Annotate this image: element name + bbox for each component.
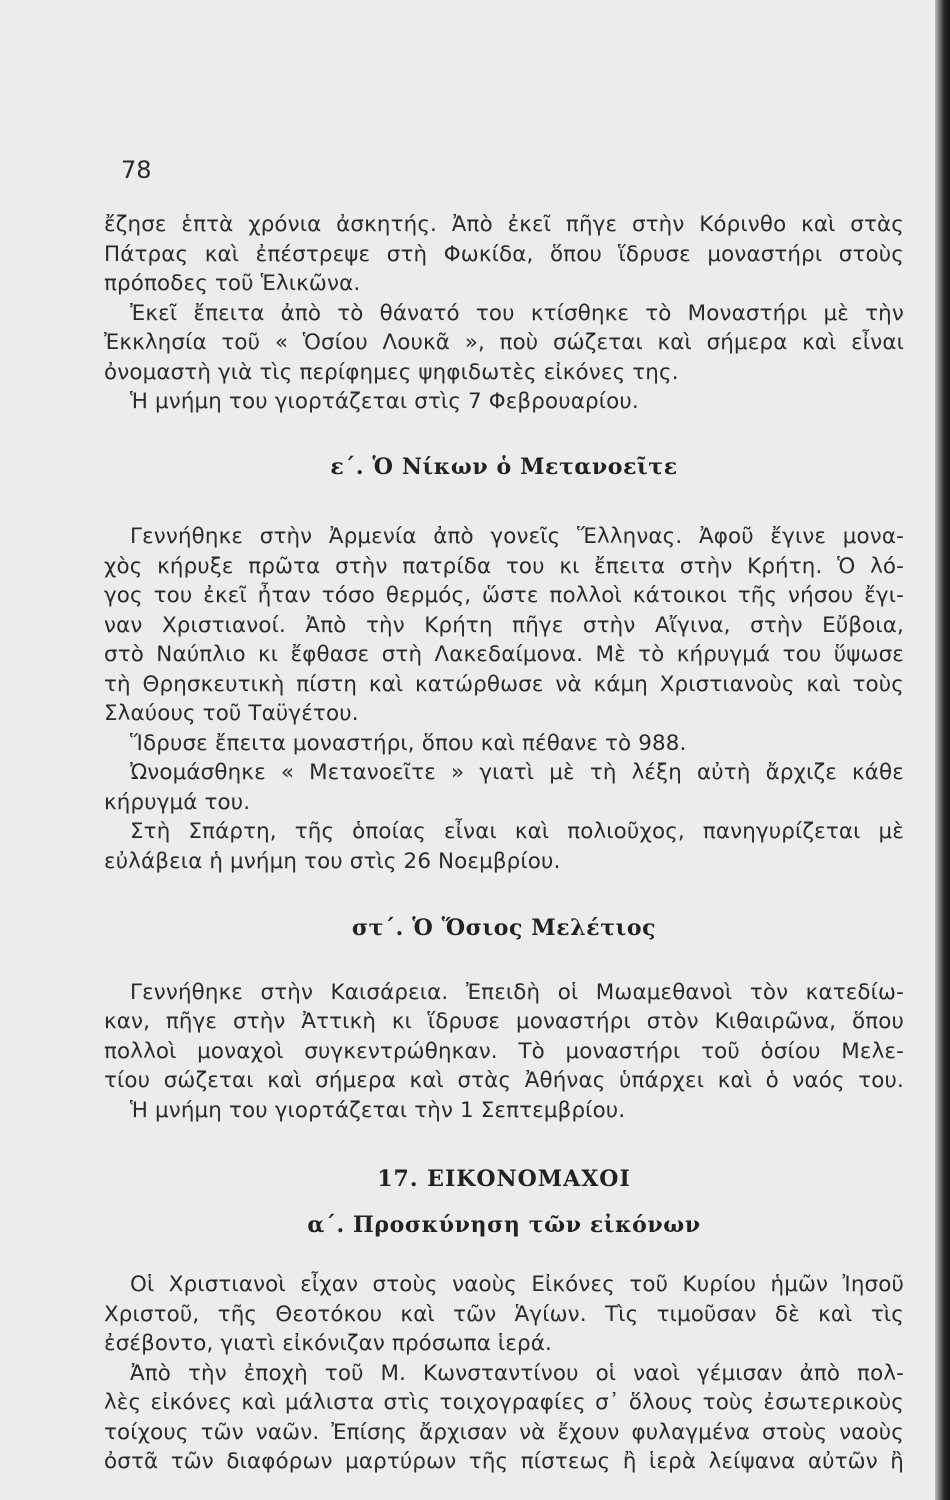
text-line: πολλοὶ μοναχοὶ συγκεντρώθηκαν. Τὸ μοναστήρι τοῦ ὁσίου Μελε- [104,1038,904,1064]
text-line: πρόποδες τοῦ Ἑλικῶνα. [104,271,361,296]
text-line: ἐσέβοντο, γιατὶ εἰκόνιζαν πρόσωπα ἱερά. [104,1331,552,1356]
text-line: εὐλάβεια ἡ μνήμη του στὶς 26 Νοεμβρίου. [104,848,561,874]
text-line: τοίχους τῶν ναῶν. Ἐπίσης ἄρχισαν νὰ ἔχουν φυλαγμένα στοὺς ναοὺς [104,1419,904,1445]
text-line: λὲς εἰκόνες καὶ μάλιστα στὶς τοιχογραφίες σ᾽ ὅλους τοὺς ἐσωτερικοὺς [104,1390,904,1415]
text-line: ἔζησε ἑπτὰ χρόνια ἀσκητής. Ἀπὸ ἐκεῖ πῆγε στὴν Κόρινθο καὶ στὰς [104,212,904,237]
text-line: τὴ Θρησκευτικὴ πίστη καὶ κατώρθωσε νὰ κάμη Χριστιανοὺς καὶ τοὺς [104,671,904,697]
chapter-heading: 17. ΕΙΚΟΝΟΜΑΧΟΙ [377,1166,631,1192]
text-line: Ἵδρυσε ἔπειτα μοναστήρι, ὅπου καὶ πέθανε τὸ 988. [130,730,687,756]
subheading-icon-veneration: α΄. Προσκύνηση τῶν εἰκόνων [307,1211,701,1238]
section-heading-meletios: στ΄. Ὁ Ὅσιος Μελέτιος [351,915,657,941]
paragraph-luke-ending [104,210,904,417]
text-line: χὸς κήρυξε πρῶτα στὴν πατρίδα του κι ἔπειτα στὴν Κρήτη. Ὁ λό- [104,553,904,579]
page-number: 78 [121,156,152,184]
text-line: Ὠνομάσθηκε « Μετανοεῖτε » γιατὶ μὲ τὴ λέξη αὐτὴ ἄρχιζε κάθε [130,760,904,785]
text-line: Ἐκεῖ ἔπειτα ἀπὸ τὸ θάνατό του κτίσθηκε τὸ Μοναστήρι μὲ τὴν [130,300,904,326]
text-line: τίου σώζεται καὶ σήμερα καὶ στὰς Ἀθήνας ὑπάρχει καὶ ὁ ναός του. [104,1068,904,1093]
text-line: Ἐκκλησία τοῦ « Ὁσίου Λουκᾶ », ποὺ σώζεται καὶ σήμερα καὶ εἶναι [104,330,904,355]
page-text [104,210,904,1477]
text-line: Γεννήθηκε στὴν Ἀρμενία ἀπὸ γονεῖς Ἕλληνας. Ἀφοῦ ἔγινε μονα- [130,524,904,549]
text-line: γος του ἐκεῖ ἦταν τόσο θερμός, ὥστε πολλοὶ κάτοικοι τῆς νήσου ἔγι- [104,583,904,608]
text-line: ναν Χριστιανοί. Ἀπὸ τὴν Κρήτη πῆγε στὴν Αἴγινα, στὴν Εὔβοια, [104,612,904,638]
text-line: Γεννήθηκε στὴν Καισάρεια. Ἐπειδὴ οἱ Μωαμεθανοὶ τὸν κατεδίω- [130,979,904,1005]
text-line: καν, πῆγε στὴν Ἀττικὴ κι ἵδρυσε μοναστήρι στὸν Κιθαιρῶνα, ὅπου [104,1009,904,1034]
paragraph-nikon [104,522,904,876]
text-line: Στὴ Σπάρτη, τῆς ὁποίας εἶναι καὶ πολιοῦχος, πανηγυρίζεται μὲ [130,819,904,844]
text-line: Ἡ μνήμη του γιορτάζεται στὶς 7 Φεβρουαρίου. [130,389,639,414]
page-edge-shadow [935,0,950,1500]
text-line: Ἡ μνήμη του γιορτάζεται τὴν 1 Σεπτεμβρίου. [130,1097,626,1123]
text-line: στὸ Ναύπλιο κι ἔφθασε στὴ Λακεδαίμονα. Μὲ τὸ κήρυγμά του ὕψωσε [104,642,904,667]
text-line: ὀνομαστὴ γιὰ τὶς περίφημες ψηφιδωτὲς εἰκόνες της. [104,359,679,385]
paragraph-meletios [104,978,904,1126]
text-line: Σλαύους τοῦ Ταϋγέτου. [104,701,359,726]
text-line: Ἀπὸ τὴν ἐποχὴ τοῦ Μ. Κωνσταντίνου οἱ ναοὶ γέμισαν ἀπὸ πολ- [130,1360,904,1386]
text-line: κήρυγμά του. [104,789,251,815]
text-line: ὀστᾶ τῶν διαφόρων μαρτύρων τῆς πίστεως ἢ ἱερὰ λείψανα αὐτῶν ἢ [104,1449,904,1474]
section-heading-nikon: ε΄. Ὁ Νίκων ὁ Μετανοεῖτε [330,453,678,480]
paragraph-icons [104,1270,904,1477]
text-line: Οἱ Χριστιανοὶ εἶχαν στοὺς ναοὺς Εἰκόνες τοῦ Κυρίου ἡμῶν Ἰησοῦ [130,1272,904,1297]
text-line: Χριστοῦ, τῆς Θεοτόκου καὶ τῶν Ἁγίων. Τὶς τιμοῦσαν δὲ καὶ τὶς [104,1301,904,1327]
text-line: Πάτρας καὶ ἐπέστρεψε στὴ Φωκίδα, ὅπου ἵδρυσε μοναστήρι στοὺς [104,241,904,267]
